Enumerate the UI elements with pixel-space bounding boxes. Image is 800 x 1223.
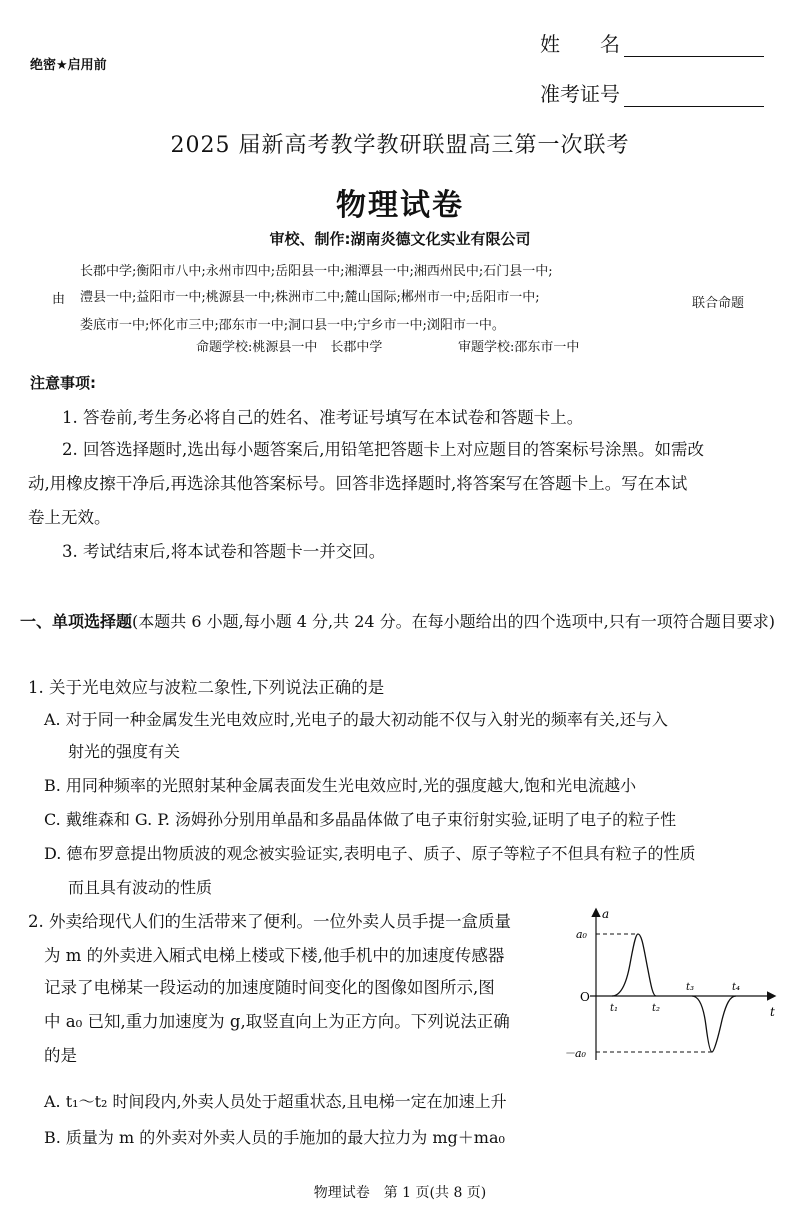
school-line-3: 娄底市一中;怀化市三中;邵东市一中;洞口县一中;宁乡市一中;浏阳市一中。 (80, 318, 505, 333)
q2-stem-1: 2. 外卖给现代人们的生活带来了便利。一位外卖人员手提一盒质量 (28, 912, 511, 931)
subject-title: 物理试卷 (336, 188, 464, 223)
notice-line-3: 动,用橡皮擦干净后,再选涂其他答案标号。回答非选择题时,将答案写在答题卡上。写在本试 (28, 474, 688, 493)
q1-option-b: B. 用同种频率的光照射某种金属表面发生光电效应时,光的强度越大,饱和光电流越小 (44, 776, 637, 795)
notice-line-1: 1. 答卷前,考生务必将自己的姓名、准考证号填写在本试卷和答题卡上。 (62, 408, 584, 427)
a0-label: a₀ (576, 928, 587, 941)
schools-left-label: 由 (52, 292, 66, 307)
negative-pulse-curve (692, 996, 736, 1052)
y-axis-label: a (602, 907, 610, 921)
t2-label: t₂ (652, 1003, 661, 1014)
notice-line-5: 3. 考试结束后,将本试卷和答题卡一并交回。 (62, 542, 386, 561)
positive-pulse-curve (612, 934, 656, 996)
confidential-label: 绝密★启用前 (30, 58, 107, 73)
notice-line-2: 2. 回答选择题时,选出每小题答案后,用铅笔把答题卡上对应题目的答案标号涂黑。如需改 (62, 440, 704, 459)
q2-stem-3: 记录了电梯某一段运动的加速度随时间变化的图像如图所示,图 (44, 978, 495, 997)
neg-a0-label: －a₀ (564, 1047, 586, 1060)
name-label: 姓 名 (540, 32, 620, 56)
q2-option-a: A. t₁～t₂ 时间段内,外卖人员处于超重状态,且电梯一定在加速上升 (44, 1092, 507, 1111)
t1-label: t₁ (610, 1003, 619, 1014)
q2-stem-5: 的是 (44, 1046, 77, 1065)
reviewer-line: 审题学校:邵东市一中 (458, 340, 580, 355)
proposer-line: 命题学校:桃源县一中 长郡中学 (196, 340, 383, 355)
t4-label: t₄ (732, 982, 741, 993)
acceleration-time-graph (560, 900, 790, 1070)
q2-stem-4: 中 a₀ 已知,重力加速度为 g,取竖直向上为正方向。下列说法正确 (44, 1012, 510, 1031)
schools-right-label: 联合命题 (692, 296, 745, 311)
q1-option-c: C. 戴维森和 G. P. 汤姆孙分别用单晶和多晶晶体做了电子束衍射实验,证明了电子的粒子性 (44, 810, 677, 829)
exam-title: 2025 届新高考教学教研联盟高三第一次联考 (170, 133, 630, 158)
school-line-1: 长郡中学;衡阳市八中;永州市四中;岳阳县一中;湘潭县一中;湘西州民中;石门县一中; (80, 264, 553, 279)
producer-line: 审校、制作:湖南炎德文化实业有限公司 (269, 230, 531, 248)
q2-stem-2: 为 m 的外卖进入厢式电梯上楼或下楼,他手机中的加速度传感器 (44, 946, 505, 965)
id-field-row (540, 78, 764, 107)
school-line-2: 澧县一中;益阳市一中;桃源县一中;株洲市二中;麓山国际;郴州市一中;岳阳市一中; (80, 290, 540, 305)
section-desc: (本题共 6 小题,每小题 4 分,共 24 分。在每小题给出的四个选项中,只有一项符合题目要求) (132, 612, 775, 631)
origin-label: O (580, 990, 590, 1004)
section-title: 一、单项选择题 (20, 612, 133, 631)
q1-stem: 1. 关于光电效应与波粒二象性,下列说法正确的是 (28, 678, 385, 697)
id-blank[interactable] (624, 88, 764, 107)
page-footer: 物理试卷 第 1 页(共 8 页) (313, 1185, 487, 1201)
q1-option-d: D. 德布罗意提出物质波的观念被实验证实,表明电子、质子、原子等粒子不但具有粒子的性质 (44, 844, 696, 863)
q1-option-a: A. 对于同一种金属发生光电效应时,光电子的最大初动能不仅与入射光的频率有关,还与入 (44, 710, 668, 729)
id-label: 准考证号 (540, 82, 620, 106)
q1-option-a-cont: 射光的强度有关 (68, 742, 181, 761)
name-field-row (540, 28, 764, 57)
notice-line-4: 卷上无效。 (28, 508, 111, 527)
q1-option-d-cont: 而且具有波动的性质 (68, 878, 213, 897)
t3-label: t₃ (686, 982, 695, 993)
x-axis-label: t (770, 1005, 775, 1019)
notice-title: 注意事项: (30, 374, 96, 392)
q2-option-b: B. 质量为 m 的外卖对外卖人员的手施加的最大拉力为 mg＋ma₀ (44, 1128, 505, 1147)
section-header (20, 606, 785, 638)
name-blank[interactable] (624, 38, 764, 57)
